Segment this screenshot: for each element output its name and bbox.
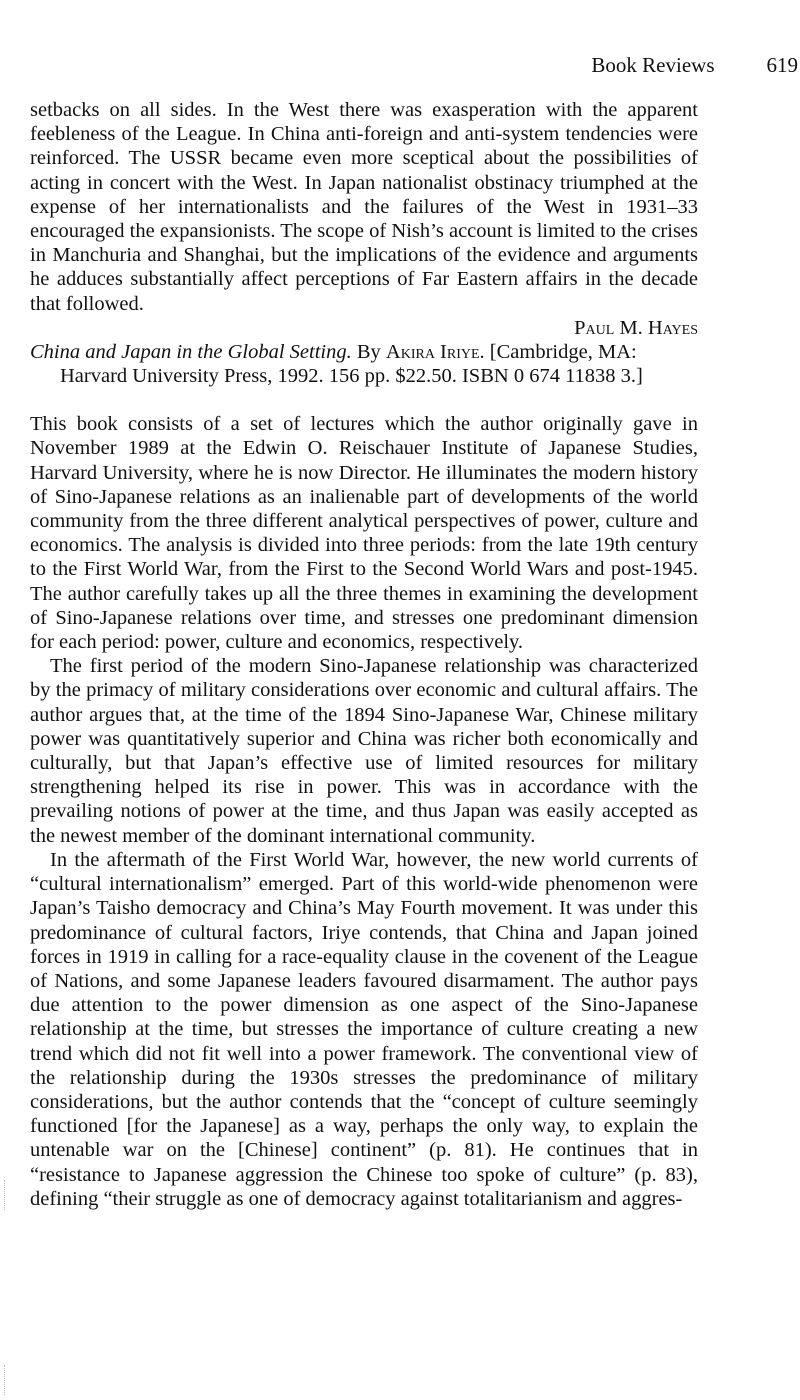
running-head-section: Book Reviews (591, 53, 715, 77)
page-number: 619 (766, 53, 798, 77)
previous-review-text: setbacks on all sides. In the West there was exasperation with the apparent feebleness of the League. In China anti-foreign and anti-system tendencies were reinforced. The USSR became even more sceptical about the possibilities of acting in concert with the West. In Japan nationalist obstinacy triumphed at the expense of her internationalists and the failures of the West in 1931–33 encouraged the expansionists. The scope of Nish’s account is limited to the crises in Manchuria and Shanghai, but the implications of the evidence and arguments he adduces substantially affect perceptions of Far Eastern affairs in the decade that followed. (30, 99, 698, 315)
reviewer-name: Paul M. Hayes (574, 316, 698, 339)
review-paragraph: This book consists of a set of lectures which the author originally gave in November 1989 at the Edwin O. Reischauer Institute of Japanese Studies, Harvard University, where he is now Director. He illuminates the modern history of Sino-Japanese relations as an inalienable part of developments of the world community from the three different analytical perspectives of power, culture and economics. The analysis is divided into three periods: from the late 19th century to the First World War, from the First to the Second World Wars and post-1945. The author carefully takes up all the three themes in examining the development of Sino-Japanese relations over time, and stresses one predominant dimension for each period: power, culture and economics, respectively. (30, 413, 698, 654)
running-head (591, 52, 798, 78)
publication-details: [Cambridge, MA: Harvard University Press, 1992. 156 pp. $22.50. ISBN 0 674 11838 3.] (60, 340, 643, 388)
review-paragraph: The first period of the modern Sino-Japanese relationship was characterized by the primacy of military considerations over economic and cultural affairs. The author argues that, at the time of the 1894 Sino-Japanese War, Chinese military power was quantitatively superior and China was richer both economically and culturally, but that Japan’s effective use of limited resources for military strengthening helped its rise in power. This was in accordance with the prevailing notions of power at the time, and thus Japan was easily accepted as the newest member of the dominant international community. (30, 655, 698, 847)
page-content (30, 98, 698, 1211)
citation-by: By (356, 340, 381, 363)
margin-scan-marks (4, 1180, 9, 1210)
review-paragraph: In the aftermath of the First World War, however, the new world currents of “cultural internationalism” emerged. Part of this world-wide phenomenon were Japan’s Taisho democracy and China’s May Fourth movement. It was under this predominance of cultural factors, Iriye contends, that China and Japan joined forces in 1919 in calling for a race-equality clause in the covenent of the League of Nations, and some Japanese leaders favoured disarmament. The author pays due attention to the power dimension as one aspect of the Sino-Japanese relationship at the time, but stresses the importance of culture creating a new trend which did not fit well into a power framework. The conventional view of the relationship during the 1930s stresses the predominance of military considerations, but the author contends that the “concept of culture seemingly functioned [for the Japanese] as a way, perhaps the only way, to explain the untenable war on the [Chinese] continent” (p. 81). He continues that in “resistance to Japanese aggression the Chinese too spoke of culture” (p. 83), defining “their struggle as one of democracy against totalitarianism and aggres- (30, 848, 698, 1210)
margin-scan-marks (4, 1365, 9, 1395)
book-citation (30, 340, 698, 388)
book-title: China and Japan in the Global Setting. (30, 340, 352, 363)
book-author: Akira Iriye. (385, 340, 485, 363)
